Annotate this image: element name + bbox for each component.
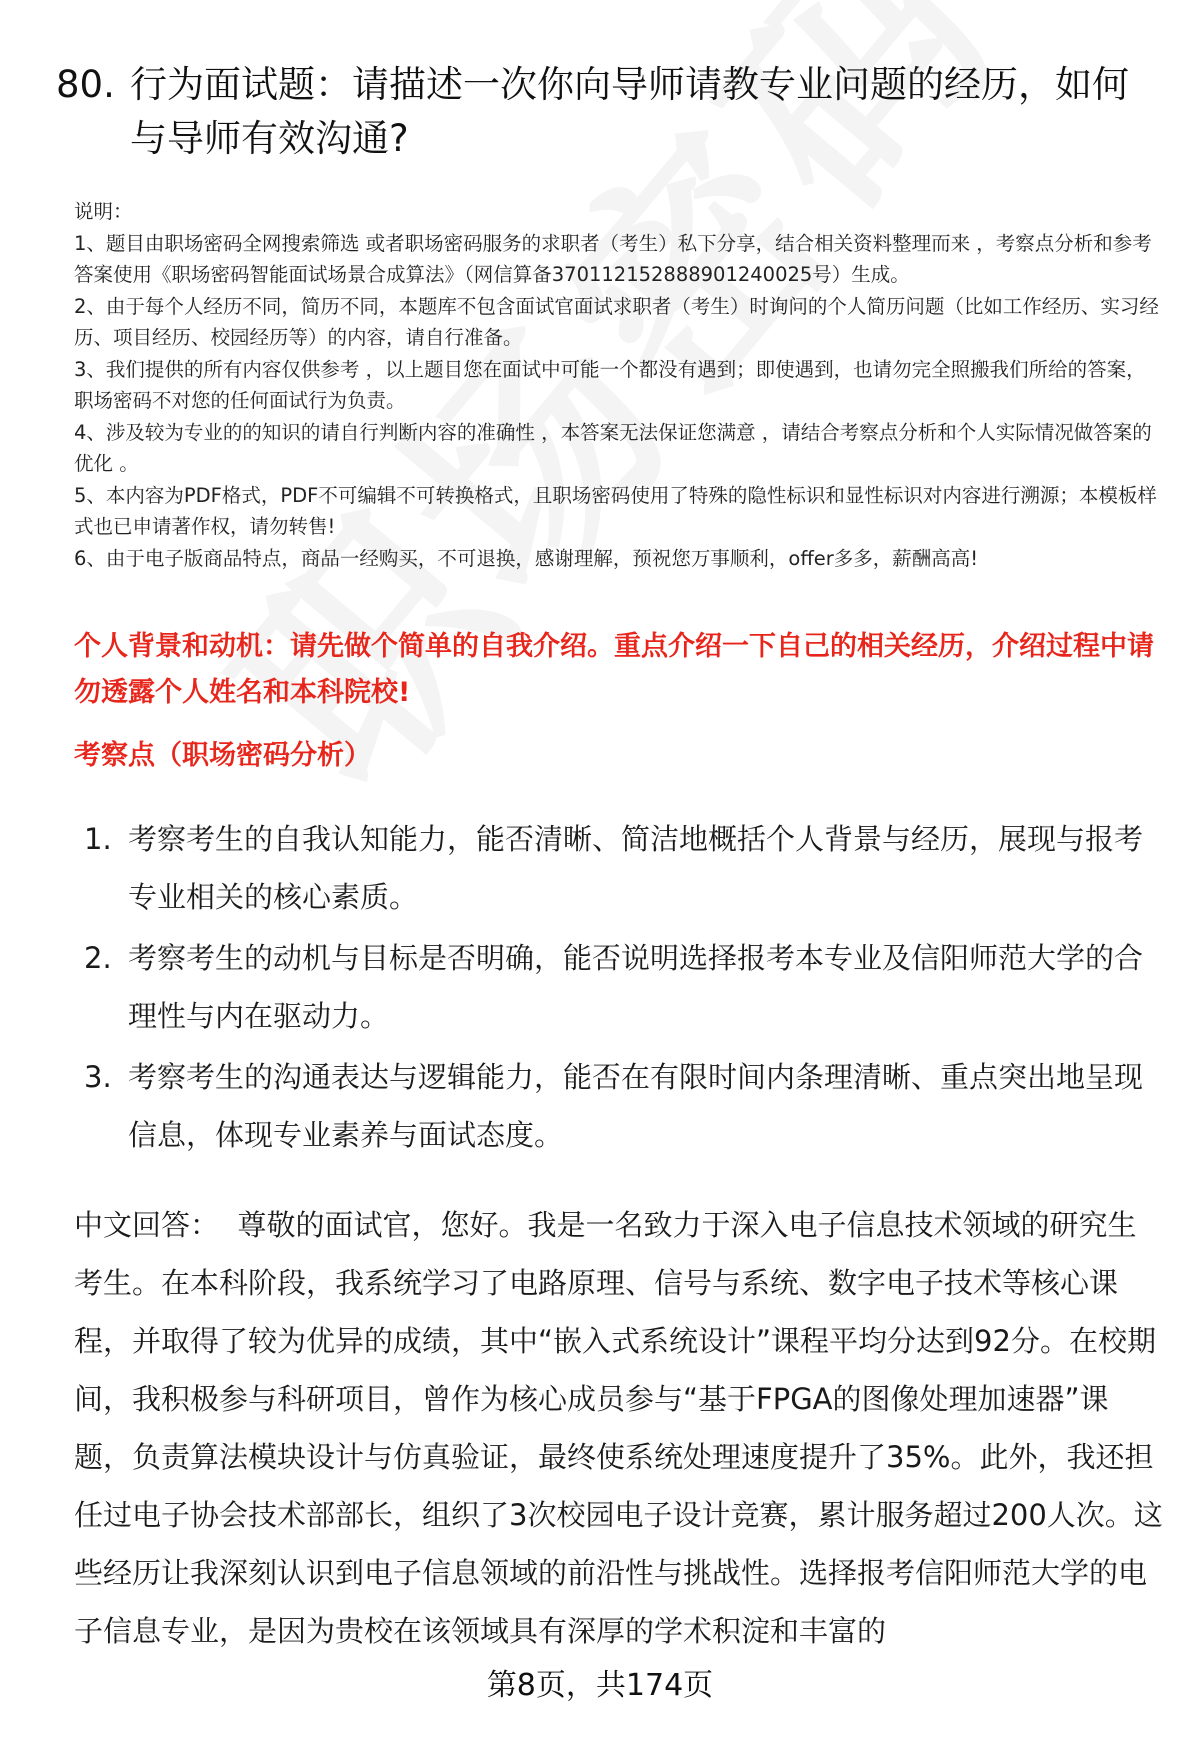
note-item: 5、本内容为PDF格式，PDF不可编辑不可转换格式，且职场密码使用了特殊的隐性标识和显性标识对内容进行溯源；本模板样式也已申请著作权，请勿转售! — [74, 483, 1157, 538]
analysis-point — [84, 810, 1164, 926]
notes-heading: 说明： — [74, 200, 133, 223]
answer-label: 中文回答： — [74, 1208, 220, 1242]
note-item: 2、由于每个人经历不同，简历不同，本题库不包含面试官面试求职者（考生）时询问的个人简历问题（比如工作经历、实习经历、项目经历、校园经历等）的内容，请自行准备。 — [74, 294, 1159, 349]
point-number: 1. — [84, 822, 112, 856]
sub-question-heading: 个人背景和动机：请先做个简单的自我介绍。重点介绍一下自己的相关经历，介绍过程中请勿透露个人姓名和本科院校! — [74, 631, 1154, 708]
point-text: 考察考生的动机与目标是否明确，能否说明选择报考本专业及信阳师范大学的合理性与内在驱动力。 — [128, 941, 1144, 1033]
answer-text: 尊敬的面试官，您好。我是一名致力于深入电子信息技术领域的研究生考生。在本科阶段，我系统学习了电路原理、信号与系统、数字电子技术等核心课程，并取得了较为优异的成绩，其中“嵌入式系统设计”课程平均分达到92分。在校期间，我积极参与科研项目，曾作为核心成员参与“基于FPGA的图像处理加速器”课题，负责算法模块设计与仿真验证，最终使系统处理速度提升了35%。此外，我还担任过电子协会技术部部长，组织了3次校园电子设计竞赛，累计服务超过200人次。这些经历让我深刻认识到电子信息领域的前沿性与挑战性。选择报考信阳师范大学的电子信息专业，是因为贵校在该领域具有深厚的学术积淀和丰富的 — [74, 1208, 1163, 1648]
answer-section — [74, 1196, 1164, 1660]
notes-section — [74, 196, 1160, 574]
point-number: 2. — [84, 941, 112, 975]
question-number: 80. — [56, 63, 115, 106]
analysis-points — [84, 810, 1164, 1167]
analysis-point — [84, 1048, 1164, 1164]
point-text: 考察考生的沟通表达与逻辑能力，能否在有限时间内条理清晰、重点突出地呈现信息，体现专业素养与面试态度。 — [128, 1060, 1144, 1152]
page-footer: 第8页，共174页 — [486, 1668, 714, 1703]
note-item: 4、涉及较为专业的的知识的请自行判断内容的准确性 ，本答案无法保证您满意 ，请结合考察点分析和个人实际情况做答案的优化 。 — [74, 420, 1152, 475]
point-text: 考察考生的自我认知能力，能否清晰、简洁地概括个人背景与经历，展现与报考专业相关的核心素质。 — [128, 822, 1144, 914]
note-item: 6、由于电子版商品特点，商品一经购买，不可退换，感谢理解，预祝您万事顺利，offer多多，薪酬高高! — [74, 546, 979, 570]
question-title — [56, 58, 1156, 166]
analysis-heading: 考察点（职场密码分析） — [74, 740, 371, 771]
point-number: 3. — [84, 1060, 112, 1094]
note-item: 3、我们提供的所有内容仅供参考 ，以上题目您在面试中可能一个都没有遇到；即使遇到，也请勿完全照搬我们所给的答案，职场密码不对您的任何面试行为负责。 — [74, 357, 1146, 412]
question-text: 行为面试题：请描述一次你向导师请教专业问题的经历，如何与导师有效沟通? — [130, 63, 1129, 160]
analysis-point — [84, 929, 1164, 1045]
note-item: 1、题目由职场密码全网搜索筛选 或者职场密码服务的求职者（考生）私下分享，结合相关资料整理而来 ，考察点分析和参考答案使用《职场密码智能面试场景合成算法》（网信算备370112152888901240025号）生成。 — [74, 231, 1152, 286]
